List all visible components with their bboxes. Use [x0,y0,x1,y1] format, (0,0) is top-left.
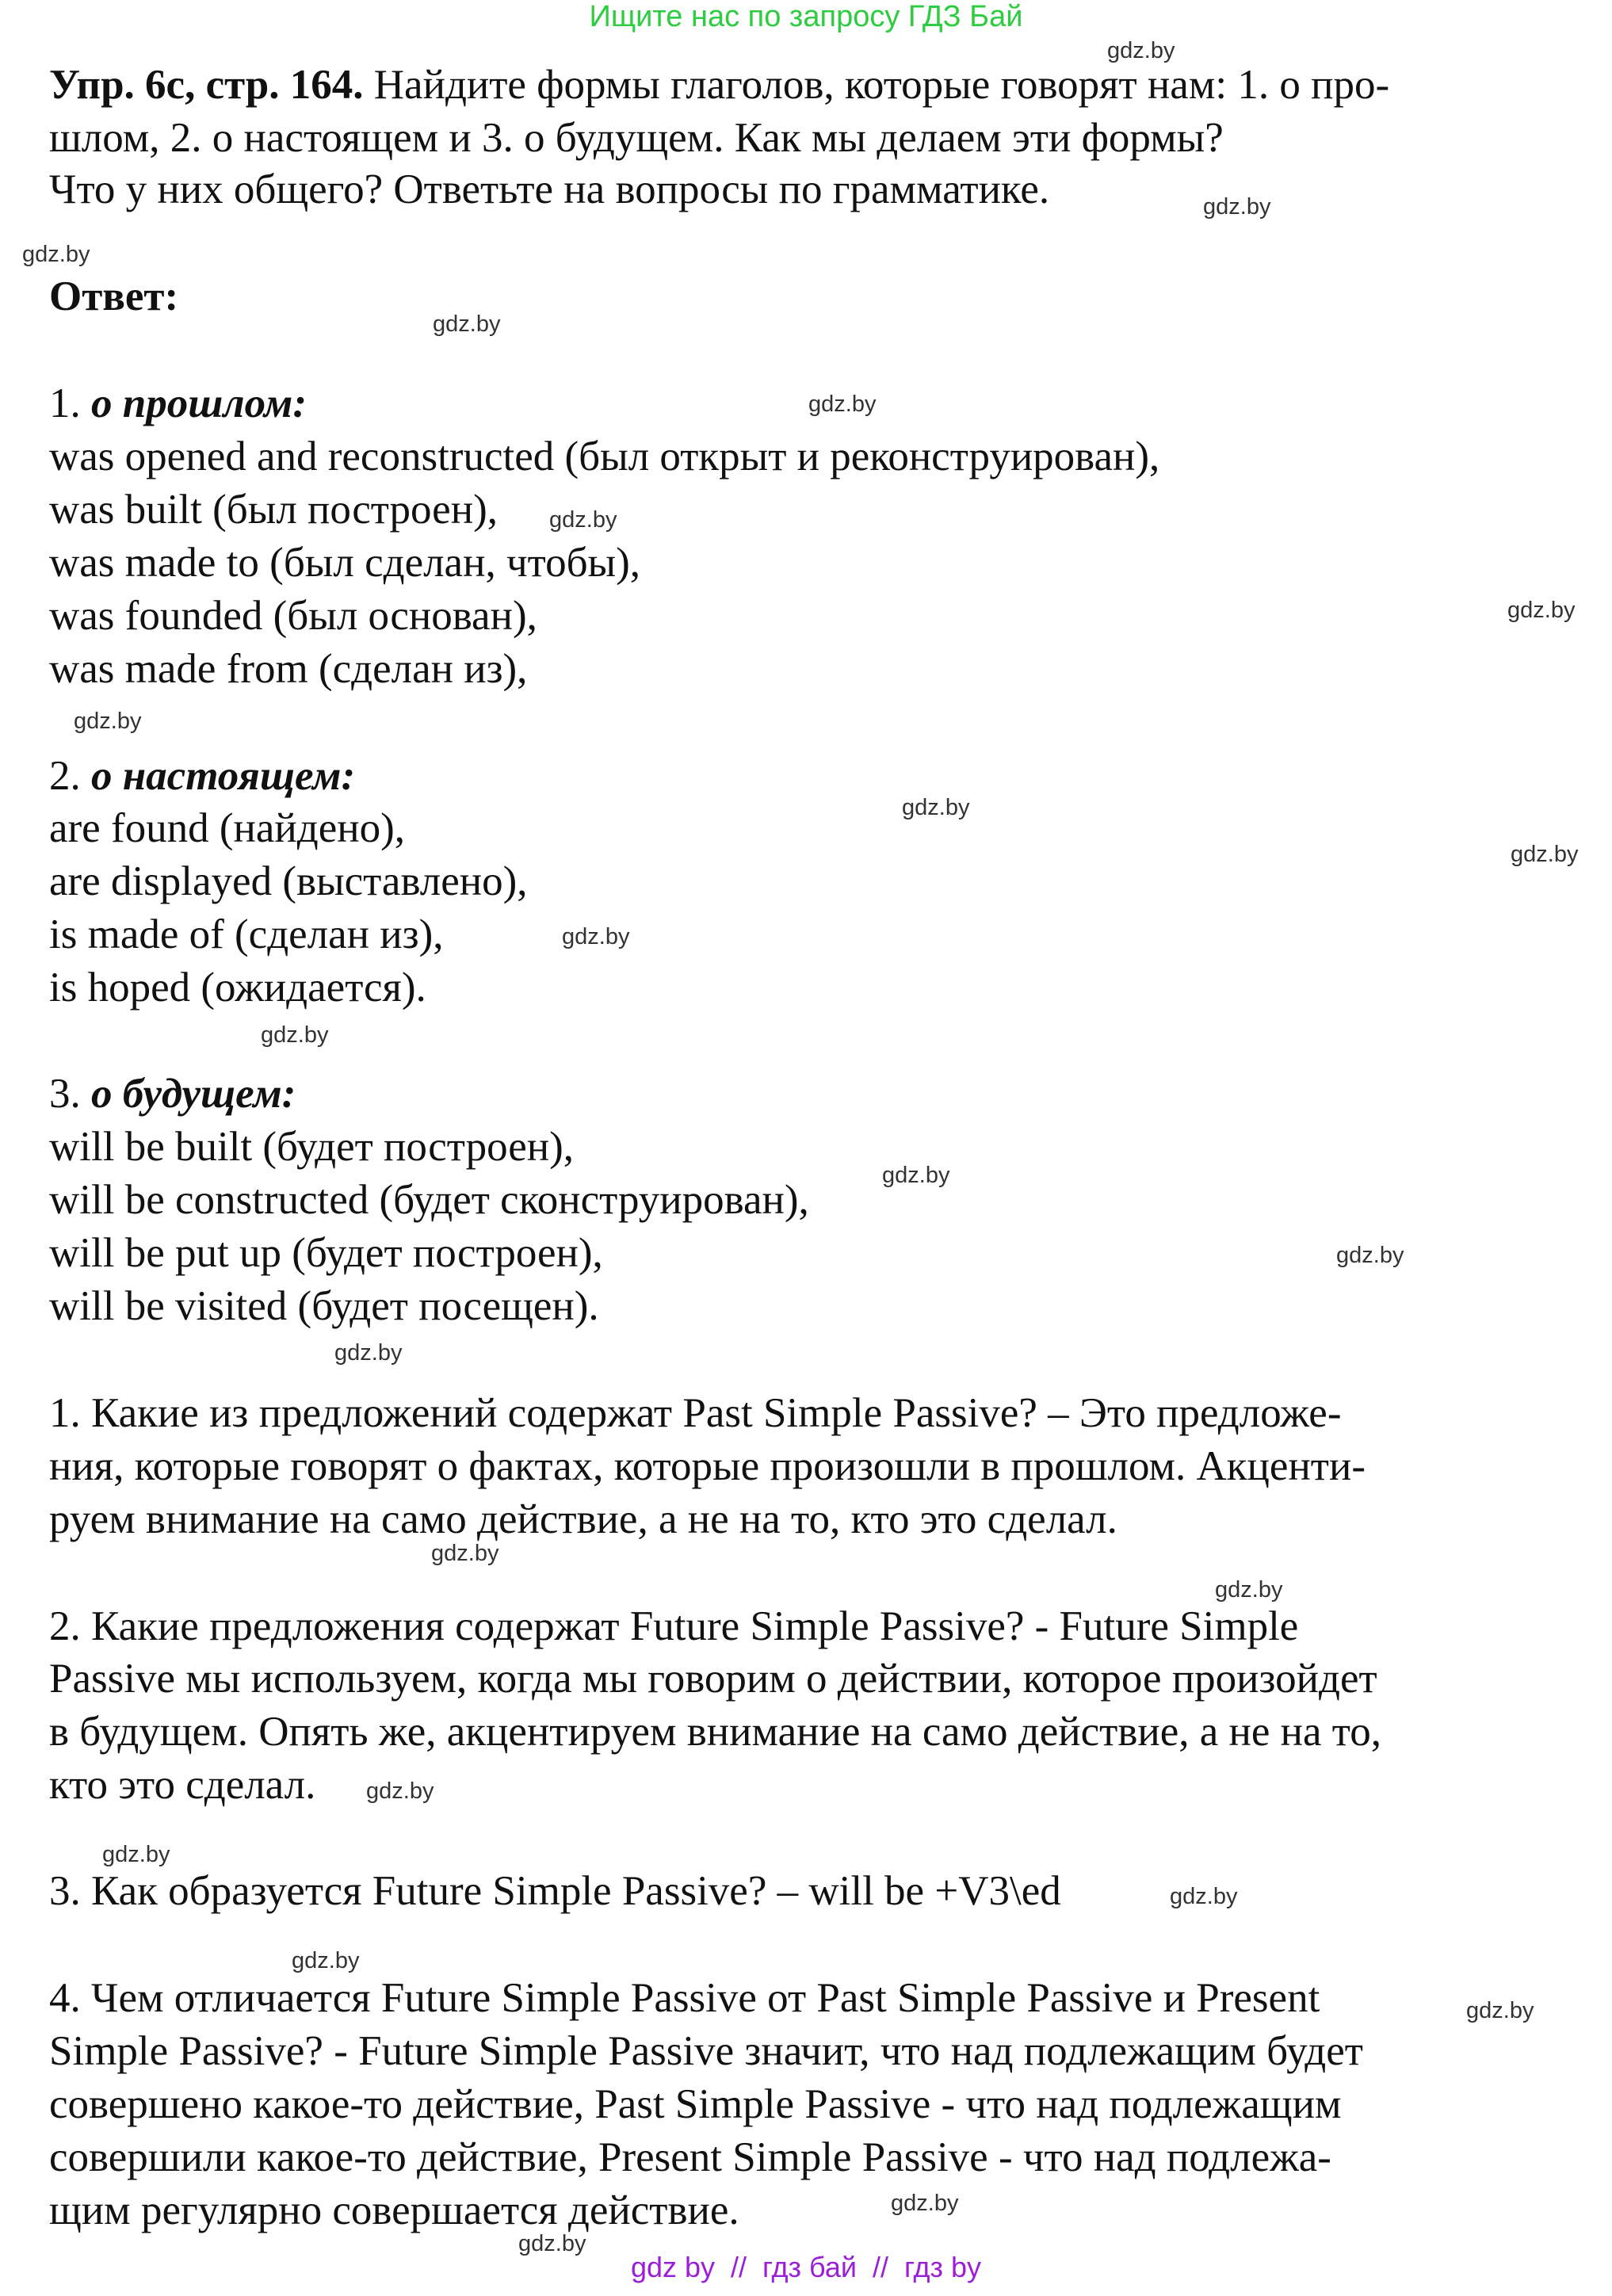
question-1-line: руем внимание на само действие, а не на то, кто это сделал. [49,1496,1117,1542]
watermark: gdz.by [562,924,630,949]
watermark: gdz.by [1336,1243,1404,1268]
watermark: gdz.by [1507,598,1576,623]
question-4-line: совершено какое-то действие, Past Simple Passive - что над подлежащим [49,2081,1342,2127]
list-item: is made of (сделан из), [49,911,444,957]
question-1-line: 1. Какие из предложений содержат Past Simple Passive? – Это предложе- [49,1390,1342,1436]
watermark: gdz.by [102,1842,170,1867]
section-title: о прошлом: [91,380,308,426]
section-title: о настоящем: [91,753,356,799]
watermark: gdz.by [549,507,617,533]
section-heading-present: 2. о настоящем: [49,753,356,799]
watermark: gdz.by [808,392,877,417]
watermark: gdz.by [518,2231,586,2256]
question-2-line: Passive мы используем, когда мы говорим о действии, которое произойдет [49,1656,1377,1702]
question-2-line: в будущем. Опять же, акцентируем внимание на само действие, а не на то, [49,1709,1382,1755]
task-line-1 [49,60,1389,109]
section-heading-past: 1. о прошлом: [49,380,308,426]
watermark: gdz.by [22,242,90,267]
list-item: is hoped (ожидается). [49,965,426,1010]
list-item: was founded (был основан), [49,593,537,639]
watermark: gdz.by [1203,194,1271,220]
list-item: will be put up (будет построен), [49,1230,603,1276]
list-item: was made from (сделан из), [49,646,528,692]
list-item: will be visited (будет посещен). [49,1283,599,1329]
section-heading-future: 3. о будущем: [49,1071,296,1117]
task-text-1: Найдите формы глаголов, которые говорят нам: 1. о про- [363,62,1390,108]
answer-label: Ответ: [49,273,179,319]
section-title: о будущем: [91,1071,296,1117]
question-3-line: 3. Как образуется Future Simple Passive? – will be +V3\ed [49,1868,1061,1914]
watermark: gdz.by [902,795,970,820]
question-4-line: щим регулярно совершается действие. [49,2187,739,2233]
list-item: are displayed (выставлено), [49,858,528,904]
watermark: gdz.by [1215,1577,1283,1603]
question-2-line: кто это сделал. [49,1762,316,1808]
watermark: gdz.by [431,1541,499,1566]
top-banner[interactable]: Ищите нас по запросу ГДЗ Бай [589,0,1023,33]
watermark: gdz.by [261,1022,329,1048]
watermark: gdz.by [366,1778,434,1804]
section-number: 2 [49,753,71,799]
watermark: gdz.by [1466,1998,1534,2023]
exercise-label: Упр. 6с, стр. 164. [49,62,364,108]
list-item: was opened and reconstructed (был открыт и реконструирован), [49,434,1160,479]
list-item: was made to (был сделан, чтобы), [49,540,641,586]
list-item: will be built (будет построен), [49,1124,575,1170]
bottom-banner[interactable]: gdz by // гдз бай // гдз by [630,2251,982,2283]
list-item: will be constructed (будет сконструирован), [49,1177,809,1223]
section-number: 3 [49,1071,71,1117]
question-4-line: Simple Passive? - Future Simple Passive значит, что над подлежащим будет [49,2028,1363,2074]
task-line-3: Что у них общего? Ответьте на вопросы по грамматике. [49,166,1050,212]
watermark: gdz.by [882,1163,950,1188]
task-line-2: шлом, 2. о настоящем и 3. о будущем. Как мы делаем эти формы? [49,115,1224,161]
question-4-line: совершили какое-то действие, Present Simple Passive - что над подлежа- [49,2134,1331,2180]
watermark: gdz.by [1170,1884,1238,1909]
section-number: 1 [49,380,71,426]
question-4-line: 4. Чем отличается Future Simple Passive от Past Simple Passive и Present [49,1975,1320,2021]
watermark: gdz.by [1511,842,1579,867]
list-item: was built (был построен), [49,487,498,533]
watermark: gdz.by [74,709,142,734]
question-1-line: ния, которые говорят о фактах, которые произошли в прошлом. Акценти- [49,1443,1366,1489]
list-item: are found (найдено), [49,805,405,851]
watermark: gdz.by [1107,38,1175,63]
watermark: gdz.by [334,1340,403,1366]
watermark: gdz.by [891,2191,959,2216]
question-2-line: 2. Какие предложения содержат Future Simple Passive? - Future Simple [49,1603,1299,1649]
watermark: gdz.by [433,311,501,337]
watermark: gdz.by [292,1948,360,1973]
